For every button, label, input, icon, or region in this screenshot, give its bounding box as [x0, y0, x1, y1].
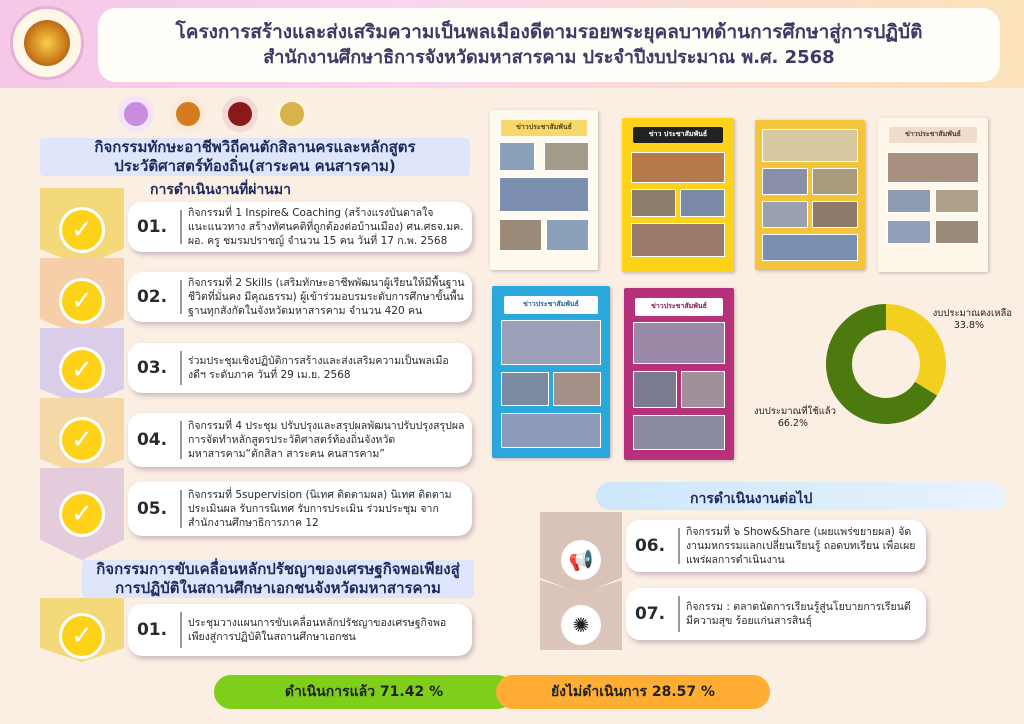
activity-number: 04. [136, 430, 168, 450]
activity-text: ร่วมประชุมเชิงปฏิบัติการสร้างและส่งเสริมความเป็นพลเมืองดีฯ ระดับภาค วันที่ 29 เม.ย. 2568 [188, 355, 449, 381]
activity-card-05 [128, 482, 472, 536]
activity-text: กิจกรรมที่ 2 Skills (เสริมทักษะอาชีพพัฒนาผู้เรียนให้มีพื้นฐานชีวิตที่มั่นคง มีคุณธรรม) ผู้เข้าร่วมอบรมระดับการศึกษาขั้นพื้นฐานทุกสังกัดในจังหวัดมหาสารคาม จำนวน 420 คน [188, 277, 465, 317]
section2-title: กิจกรรมการขับเคลื่อนหลักปรัชญาของเศรษฐกิจพอเพียงสู่การปฏิบัติในสถานศึกษาเอกชนจังหวัดมหาสารคาม [82, 560, 474, 598]
news-poster-5: ข่าวประชาสัมพันธ์ [492, 286, 610, 458]
page-title [98, 8, 1000, 82]
activity-card-02 [128, 272, 472, 322]
check-icon: ✓ [62, 350, 102, 390]
logo-4 [274, 96, 310, 132]
title-line-1: โครงการสร้างและส่งเสริมความเป็นพลเมืองดีตามรอยพระยุคลบาทด้านการศึกษาสู่การปฏิบัติ [175, 21, 923, 43]
activity-card-01 [128, 202, 472, 252]
emblem-logo [10, 6, 84, 80]
activity-card-s2-01 [128, 604, 472, 656]
activity-card-07 [626, 588, 926, 640]
activity-card-06 [626, 520, 926, 572]
progress-done: ดำเนินการแล้ว 71.42 % [214, 675, 514, 709]
activity-number: 05. [136, 499, 168, 519]
title-line-2: สำนักงานศึกษาธิการจังหวัดมหาสารคาม ประจำปีงบประมาณ พ.ศ. 2568 [263, 47, 835, 68]
activity-text: กิจกรรมที่ 5supervision (นิเทศ ติดตามผล) นิเทศ ติดตาม ประเมินผล รับการนิเทศ รับการประเมิน ร่วมประชุม จาก สำนักงานศึกษาธิการภาค 12 [188, 489, 452, 529]
megaphone-icon: 📢 [561, 540, 601, 580]
network-icon: ✺ [561, 605, 601, 645]
budget-donut-chart [746, 290, 1016, 440]
legend-label-used: งบประมาณที่ใช้แล้ว [754, 406, 836, 417]
activity-card-04 [128, 413, 472, 467]
activity-number: 07. [634, 604, 666, 624]
activity-number: 06. [634, 536, 666, 556]
section1-subtitle: การดำเนินงานที่ผ่านมา [150, 182, 291, 198]
news-poster-1: ข่าวประชาสัมพันธ์ [490, 110, 598, 270]
check-icon: ✓ [62, 210, 102, 250]
activity-number: 01. [136, 217, 168, 237]
activity-text: กิจกรรม : ตลาดนัดการเรียนรู้สู่นโยบายการเรียนดี มีความสุข ร้อยแก่นสารสินธุ์ [686, 601, 911, 627]
logo-3 [222, 96, 258, 132]
legend-value-remaining: 33.8% [953, 320, 984, 331]
progress-pending: ยังไม่ดำเนินการ 28.57 % [496, 675, 770, 709]
legend-label-remaining: งบประมาณคงเหลือ [932, 308, 1012, 319]
check-icon: ✓ [62, 420, 102, 460]
activity-number: 03. [136, 358, 168, 378]
news-poster-6: ข่าวประชาสัมพันธ์ [624, 288, 734, 460]
activity-text: กิจกรรมที่ 4 ประชุม ปรับปรุงและสรุปผลพัฒนาปรับปรุงสรุปผลการจัดทำหลักสูตรประวัติศาสตร์ท้องถิ่นจังหวัดมหาสารคาม“ตักสิลา สาระคน คนสารคาม” [188, 420, 465, 460]
activity-number: 02. [136, 287, 168, 307]
logo-1 [118, 96, 154, 132]
legend-value-used: 66.2% [777, 418, 808, 429]
logo-row [118, 96, 310, 132]
section3-title: การดำเนินงานต่อไป [690, 491, 813, 507]
news-poster-4: ข่าวประชาสัมพันธ์ [878, 118, 988, 272]
activity-text: ประชุมวางแผนการขับเคลื่อนหลักปรัชญาของเศรษฐกิจพอเพียงสู่การปฏิบัติในสถานศึกษาเอกชน [188, 617, 447, 643]
check-icon: ✓ [62, 494, 102, 534]
news-poster-2: ข่าว ประชาสัมพันธ์ [622, 118, 734, 272]
activity-number: 01. [136, 620, 168, 640]
check-icon: ✓ [62, 281, 102, 321]
check-icon: ✓ [62, 616, 102, 656]
activity-text: กิจกรรมที่ 1 Inspire& Coaching (สร้างแรงบันดาลใจแนะแนวทาง สร้างทัศนคติที่ถูกต้องต่อบ้านเมือง) ศน.ศธจ.มค. ผอ. ครู ชมรมปราชญ์ จำนวน 15 คน วันที่ 17 ก.พ. 2568 [188, 207, 464, 247]
section1-title: กิจกรรมทักษะอาชีพวิถีคนตักสิลานครและหลักสูตรประวัติศาสตร์ท้องถิ่น(สาระคน คนสารคาม) [40, 138, 470, 176]
activity-card-03 [128, 343, 472, 393]
activity-text: กิจกรรมที่ ๖ Show&Share (เผยแพร่ขยายผล) จัดงานมหกรรมแลกเปลี่ยนเรียนรู้ ถอดบทเรียน เพื่อเผยแพร่ผลการดำเนินงาน [686, 526, 916, 566]
logo-2 [170, 96, 206, 132]
news-poster-3 [755, 120, 865, 270]
